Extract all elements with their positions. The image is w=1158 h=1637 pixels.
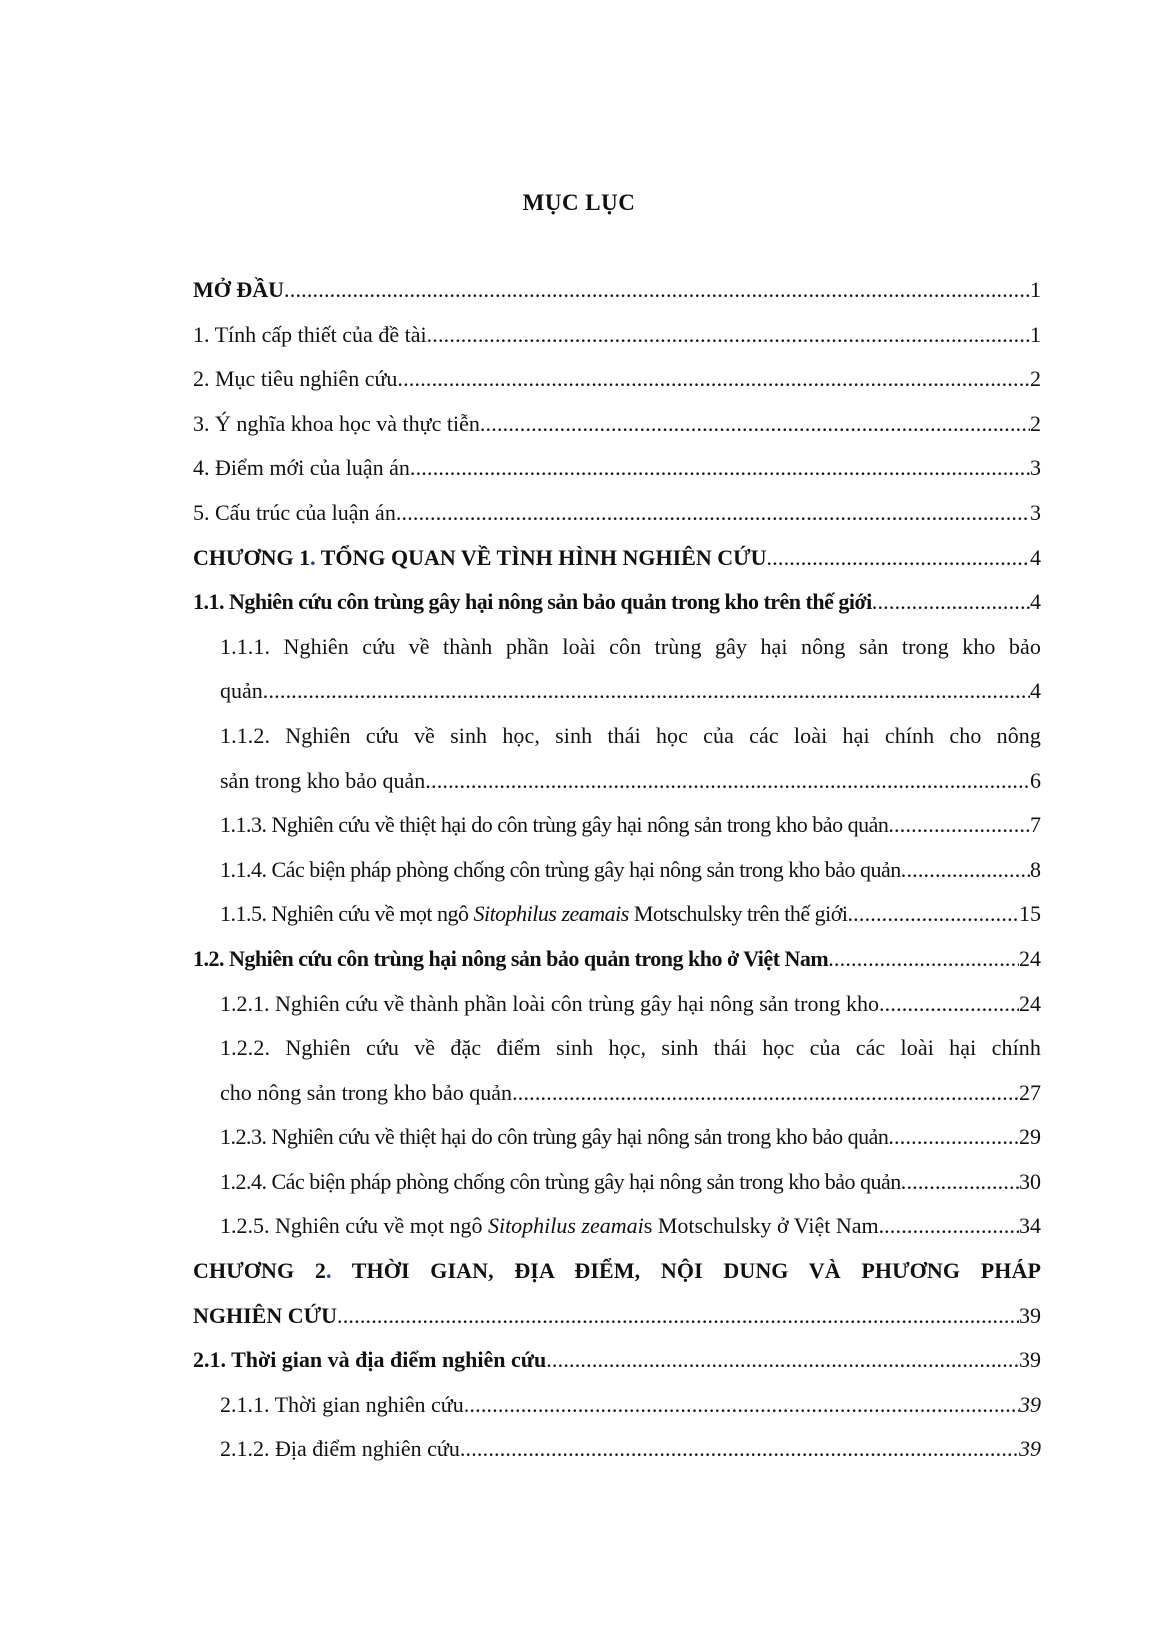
toc-entry-text-line1: 1.1.1. Nghiên cứu về thành phần loài côn trùng gây hại nông sản trong kho bảo — [220, 633, 1041, 659]
dot-leader — [425, 759, 1030, 804]
species-name: Sitophilus zeamai — [487, 1213, 644, 1239]
dot-leader — [879, 982, 1019, 1027]
toc-entry-page: 1 — [1030, 277, 1041, 302]
toc-entry-y-nghia[interactable] — [193, 402, 1041, 447]
dot-leader — [410, 446, 1030, 491]
toc-entry-page: 24 — [1019, 990, 1041, 1016]
toc-entry-page: 2 — [1030, 410, 1041, 436]
dot-leader — [284, 268, 1030, 313]
dot-leader — [263, 669, 1030, 714]
toc-entry-text: 2.1.2. Địa điểm nghiên cứu — [220, 1436, 460, 1462]
entry-text-part: s Motschulsky ở Việt Nam. — [643, 1213, 885, 1239]
dot-leader — [460, 1427, 1019, 1472]
dot-leader — [464, 1383, 1019, 1428]
toc-entry-1-2-4[interactable] — [193, 1160, 1041, 1205]
toc-entry-1-1[interactable] — [193, 580, 1041, 625]
toc-entry-1-2-5[interactable] — [193, 1204, 1041, 1249]
toc-entry-mo-dau[interactable] — [193, 268, 1041, 313]
toc-list — [193, 268, 1041, 1472]
toc-entry-chuong-1[interactable] — [193, 536, 1041, 581]
dot-leader — [396, 491, 1030, 536]
toc-entry-text: cho nông sản trong kho bảo quản — [220, 1079, 513, 1105]
toc-entry-page: 4 — [1030, 544, 1041, 570]
toc-entry-muc-tieu[interactable] — [193, 357, 1041, 402]
toc-entry-page: 6 — [1030, 767, 1041, 793]
toc-entry-page: 39 — [1019, 1302, 1041, 1328]
toc-entry-page: 2 — [1030, 366, 1041, 392]
dot-leader — [427, 313, 1030, 358]
toc-entry-text: 2.1. Thời gian và địa điểm nghiên cứu — [193, 1347, 547, 1373]
toc-entry-page: 39 — [1019, 1391, 1041, 1417]
toc-entry-text: sản trong kho bảo quản — [220, 767, 426, 793]
dot-leader — [884, 1204, 1019, 1249]
toc-entry-1-1-2[interactable] — [193, 714, 1041, 803]
toc-entry-1-1-3[interactable] — [193, 803, 1041, 848]
toc-entry-tinh-cap-thiet[interactable] — [193, 313, 1041, 358]
toc-entry-page: 30 — [1019, 1168, 1041, 1194]
toc-entry-text: 1. Tính cấp thiết của đề tài — [193, 321, 427, 347]
dot-leader — [872, 580, 1030, 625]
dot-leader — [397, 357, 1030, 402]
toc-entry-1-2-3[interactable] — [193, 1115, 1041, 1160]
dot-leader — [901, 1160, 1019, 1205]
toc-entry-cau-truc[interactable] — [193, 491, 1041, 536]
toc-entry-text: 1.2.4. Các biện pháp phòng chống côn trùng gây hại nông sản trong kho bảo quản — [220, 1168, 901, 1194]
toc-entry-1-1-5[interactable] — [193, 892, 1041, 937]
dot-leader — [767, 536, 1031, 581]
toc-entry-page: 15 — [1019, 901, 1041, 927]
toc-entry-text: 4. Điểm mới của luận án — [193, 455, 410, 481]
toc-entry-text: 5. Cấu trúc của luận án — [193, 499, 396, 525]
dot-leader — [480, 402, 1030, 447]
toc-entry-1-1-1[interactable] — [193, 625, 1041, 714]
toc-entry-page: 8 — [1030, 856, 1041, 882]
dot-leader — [901, 848, 1030, 893]
chapter-label: CHƯƠNG 1 — [193, 544, 311, 570]
species-name: Sitophilus zeamais — [473, 901, 629, 927]
toc-entry-text: 1.2. Nghiên cứu côn trùng hại nông sản bảo quản trong kho ở Việt Nam — [193, 945, 829, 971]
toc-entry-text-line1: 1.1.2. Nghiên cứu về sinh học, sinh thái học của các loài hại chính cho nông — [220, 722, 1041, 748]
toc-entry-text: 1.1.4. Các biện pháp phòng chống côn trùng gây hại nông sản trong kho bảo quản — [220, 856, 901, 882]
toc-entry-2-1-2[interactable] — [193, 1427, 1041, 1472]
toc-entry-text: 1.1. Nghiên cứu côn trùng gây hại nông sản bảo quản trong kho trên thế giới — [193, 589, 872, 615]
toc-entry-page: 24 — [1019, 945, 1041, 971]
toc-entry-page: 3 — [1030, 455, 1041, 481]
chapter-dot: . — [325, 1258, 332, 1284]
toc-entry-page: 27 — [1019, 1079, 1041, 1105]
entry-text-part: 1.2.5. Nghiên cứu về mọt ngô — [220, 1213, 488, 1239]
toc-entry-page: 4 — [1030, 589, 1041, 615]
toc-entry-page: 7 — [1030, 812, 1041, 838]
toc-entry-1-2-2[interactable] — [193, 1026, 1041, 1115]
chapter-title: THỜI GIAN, ĐỊA ĐIỂM, NỘI DUNG VÀ PHƯƠNG PHÁP — [331, 1258, 1041, 1284]
toc-entry-page: 34 — [1019, 1213, 1041, 1239]
toc-entry-text-line1: 1.2.2. Nghiên cứu về đặc điểm sinh học, sinh thái học của các loài hại chính — [220, 1035, 1041, 1061]
dot-leader — [546, 1338, 1019, 1383]
toc-entry-1-1-4[interactable] — [193, 848, 1041, 893]
dot-leader — [888, 803, 1030, 848]
toc-entry-page: 1 — [1030, 321, 1041, 347]
toc-entry-text: MỞ ĐẦU — [193, 277, 285, 302]
toc-entry-text: 2. Mục tiêu nghiên cứu — [193, 366, 398, 392]
toc-entry-text: 3. Ý nghĩa khoa học và thực tiễn — [193, 410, 480, 436]
toc-entry-page: 39 — [1019, 1347, 1041, 1373]
toc-entry-text: 2.1.1. Thời gian nghiên cứu — [220, 1391, 464, 1417]
chapter-dot: . — [310, 544, 316, 570]
toc-entry-2-1[interactable] — [193, 1338, 1041, 1383]
toc-entry-text — [193, 536, 767, 581]
dot-leader — [888, 1115, 1019, 1160]
toc-entry-1-2-1[interactable] — [193, 982, 1041, 1027]
toc-entry-chuong-2[interactable] — [193, 1249, 1041, 1338]
toc-entry-text: 1.2.3. Nghiên cứu về thiệt hại do côn trùng gây hại nông sản trong kho bảo quản — [220, 1124, 889, 1150]
toc-entry-text: 1.1.3. Nghiên cứu về thiệt hại do côn trùng gây hại nông sản trong kho bảo quản — [220, 812, 889, 838]
entry-text-part: 1.1.5. Nghiên cứu về mọt ngô — [220, 901, 474, 927]
entry-text-part: Motschulsky trên thế giới — [628, 901, 848, 927]
dot-leader — [512, 1071, 1019, 1116]
toc-entry-text: quản — [220, 678, 263, 704]
toc-entry-page: 29 — [1019, 1124, 1041, 1150]
dot-leader — [847, 892, 1019, 937]
dot-leader — [337, 1294, 1019, 1339]
toc-entry-text — [220, 892, 847, 937]
page-title: MỤC LỤC — [522, 190, 636, 215]
toc-entry-text-line1 — [193, 1249, 1041, 1294]
toc-entry-text: 1.2.1. Nghiên cứu về thành phần loài côn trùng gây hại nông sản trong kho — [220, 990, 879, 1016]
toc-entry-text — [220, 1204, 884, 1249]
dot-leader — [828, 937, 1019, 982]
toc-entry-text: NGHIÊN CỨU — [193, 1302, 338, 1328]
toc-entry-1-2[interactable] — [193, 937, 1041, 982]
toc-entry-2-1-1[interactable] — [193, 1383, 1041, 1428]
toc-entry-page: 4 — [1030, 678, 1041, 704]
toc-entry-page: 3 — [1030, 499, 1041, 525]
toc-entry-page: 39 — [1019, 1436, 1041, 1462]
chapter-label: CHƯƠNG 2 — [193, 1258, 326, 1284]
chapter-title: TỔNG QUAN VỀ TÌNH HÌNH NGHIÊN CỨU — [315, 544, 767, 570]
toc-entry-diem-moi[interactable] — [193, 446, 1041, 491]
